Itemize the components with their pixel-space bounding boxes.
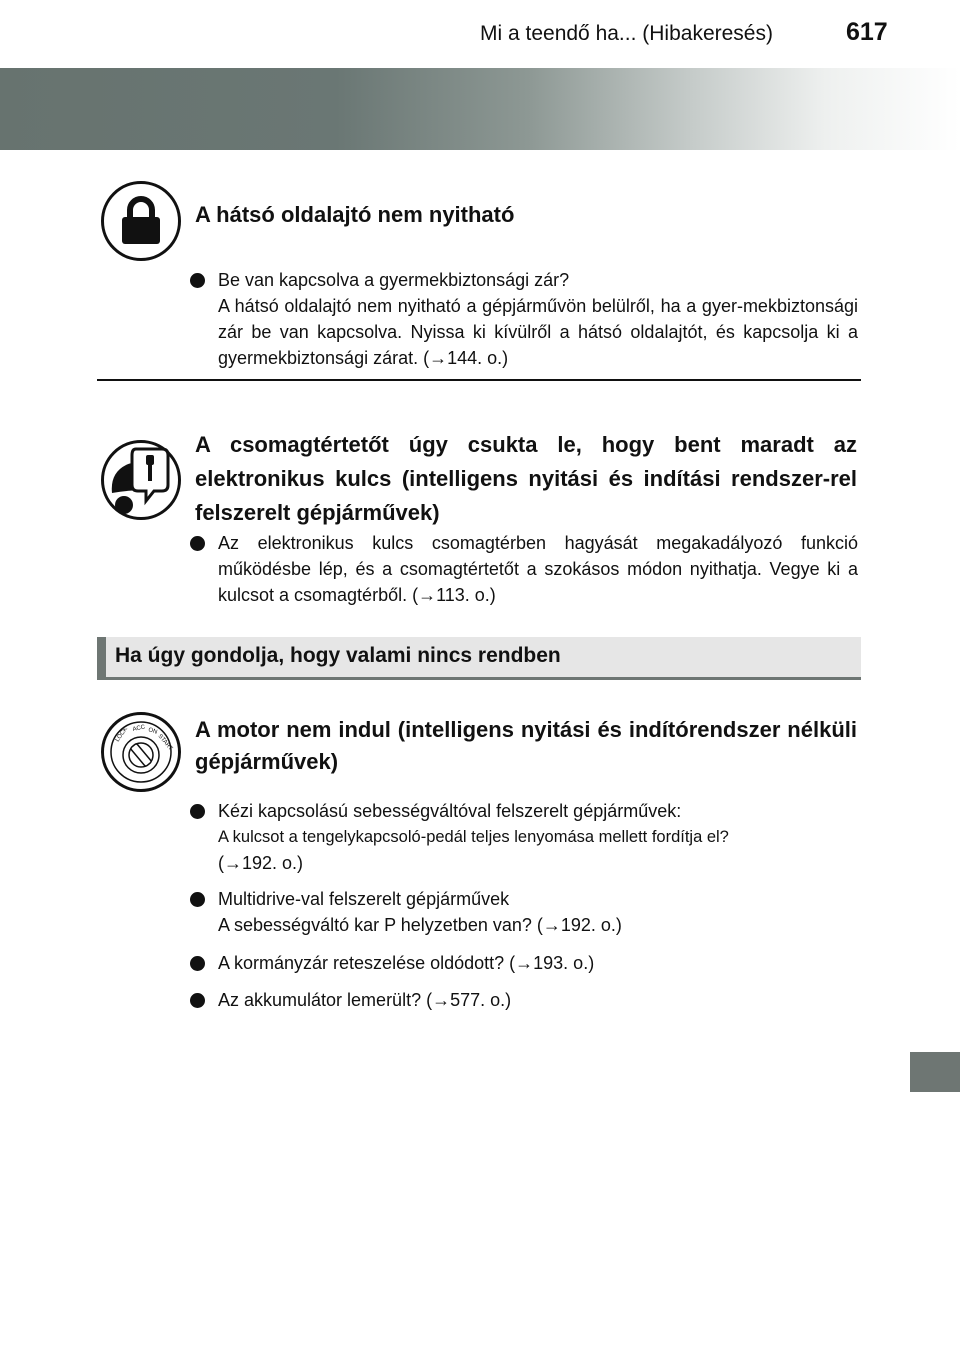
ignition-lock-label: LOCK: [114, 726, 130, 744]
bullet-question: Be van kapcsolva a gyermekbiztonsági zár?: [218, 270, 570, 290]
bullet-icon: [190, 956, 205, 971]
person-key-icon: [101, 440, 181, 520]
list-item: [190, 798, 858, 876]
bullet-line: A kormányzár reteszelése oldódott? (→193. o.): [218, 953, 595, 973]
subsection-heading: [97, 637, 861, 680]
bullet-line: (→192. o.): [218, 853, 304, 873]
list-item: [190, 886, 858, 938]
section-title-engine-start: A motor nem indul (intelligens nyitási és indítórendszer nélküli gépjárművek): [195, 717, 857, 774]
bullet-icon: [190, 804, 205, 819]
ignition-start-label: START: [156, 733, 174, 752]
chapter-side-tab: [910, 1052, 960, 1092]
list-item: [190, 267, 858, 371]
list-item: [190, 950, 858, 976]
bullet-icon: [190, 993, 205, 1008]
padlock-icon: [101, 181, 181, 261]
heading-accent-bar: [97, 637, 106, 680]
chapter-banner: [0, 68, 960, 150]
list-item: [190, 530, 858, 608]
bullet-line: A sebességváltó kar P helyzetben van? (→192. o.): [218, 915, 622, 935]
bullet-icon: [190, 273, 205, 288]
bullet-icon: [190, 892, 205, 907]
ignition-acc-label: ACC: [132, 724, 146, 733]
section-title-trunk-key: A csomagtértetőt úgy csukta le, hogy bent maradt az elektronikus kulcs (intelligens nyitási és indítási rendszer-rel felszerelt gépjárművek): [195, 432, 857, 525]
bullet-line: A kulcsot a tengelykapcsoló-pedál teljes lenyomása mellett fordítja el?: [218, 828, 729, 846]
ignition-on-label: ON: [147, 727, 158, 736]
bullet-explanation: Az elektronikus kulcs csomagtérben hagyását megakadályozó funkció működésbe lép, és a csomagtértetőt a szokásos módon nyithatja. Vegye ki a kulcsot a csomagtérből. (→113. o.): [218, 533, 858, 605]
bullet-line: Az akkumulátor lemerült? (→577. o.): [218, 990, 512, 1010]
section-divider: [97, 379, 861, 381]
list-item: [190, 987, 858, 1013]
ignition-switch-icon: [101, 712, 181, 792]
running-title: Mi a teendő ha... (Hibakeresés): [480, 22, 773, 45]
section-title-rear-door: A hátsó oldalajtó nem nyitható: [195, 202, 515, 227]
bullet-icon: [190, 536, 205, 551]
bullet-line: Kézi kapcsolású sebességváltóval felszerelt gépjárművek:: [218, 801, 682, 821]
page-header: [0, 0, 960, 62]
heading-text: Ha úgy gondolja, hogy valami nincs rendben: [115, 644, 561, 667]
page-number: 617: [846, 18, 888, 46]
bullet-explanation: A hátsó oldalajtó nem nyitható a gépjárművön belülről, ha a gyer-mekbiztonsági zár be van kapcsolva. Nyissa ki kívülről a hátsó oldalajtót, és kapcsolja ki a gyermekbiztonsági zárat. (→144. o.): [218, 296, 858, 368]
bullet-line: Multidrive-val felszerelt gépjárművek: [218, 889, 510, 909]
